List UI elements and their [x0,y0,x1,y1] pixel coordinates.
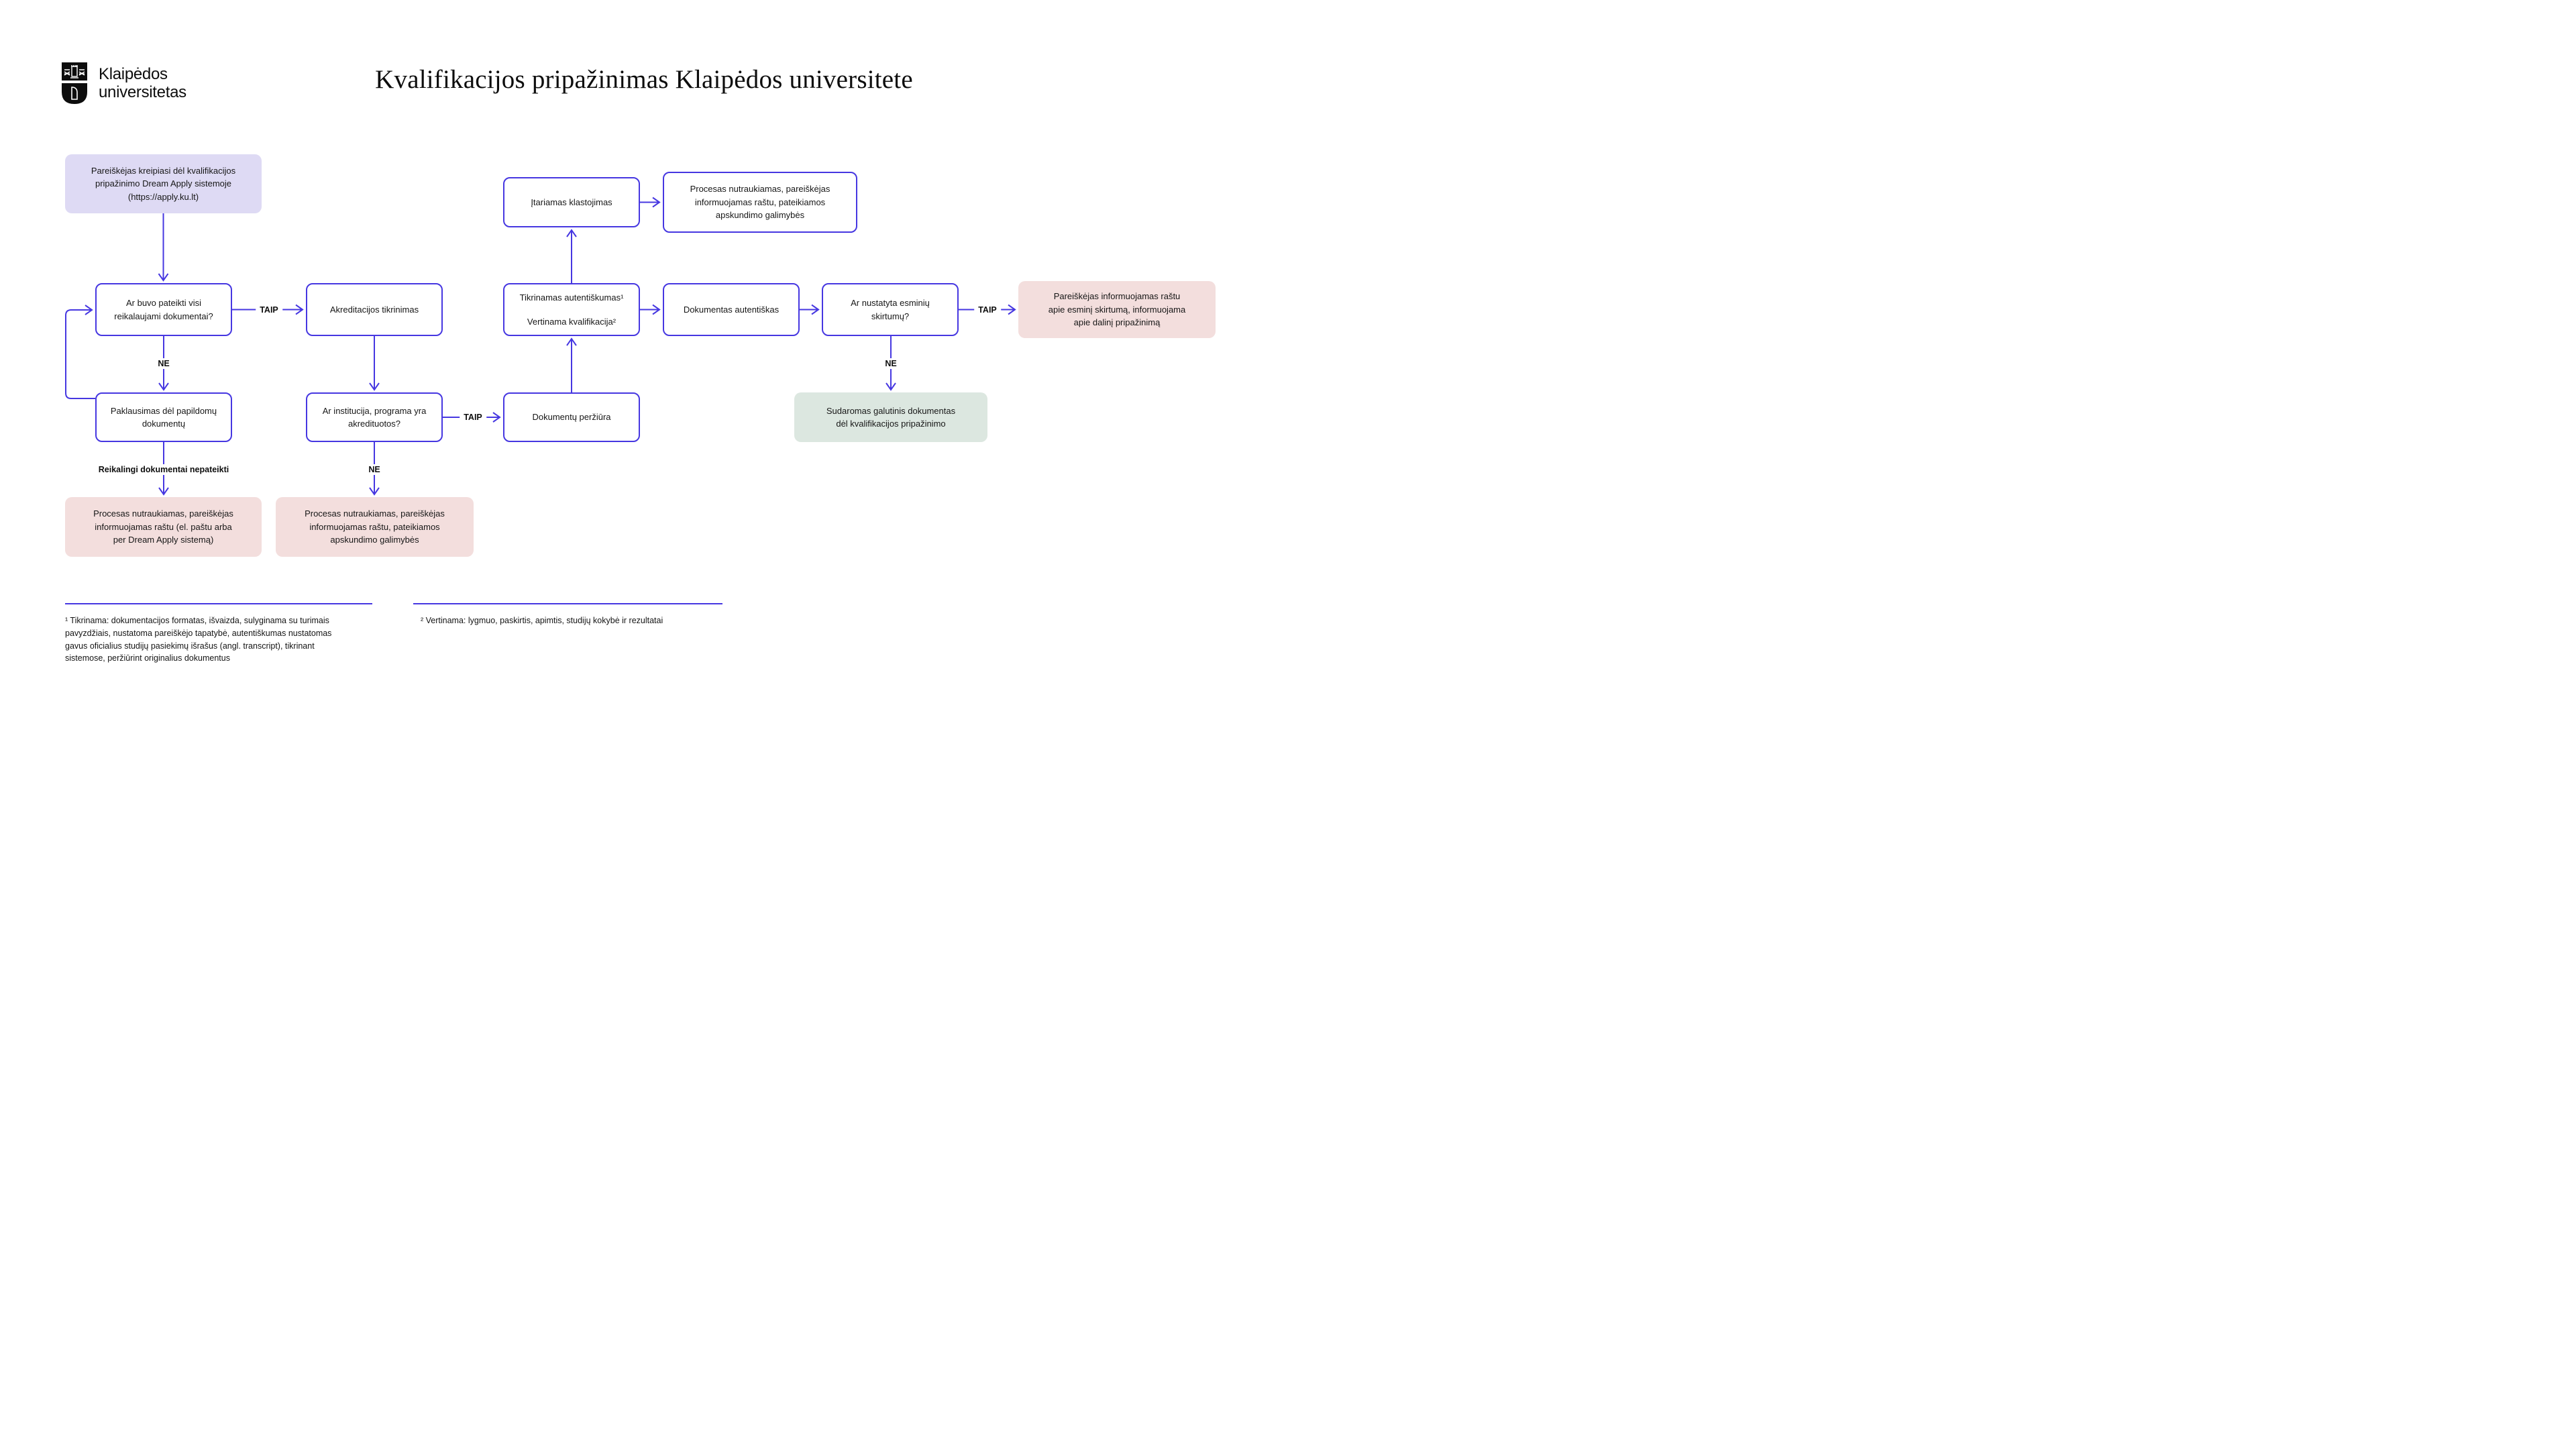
node-partial-recognition [1018,281,1216,338]
diagram-canvas [0,0,1288,724]
node-forgery-suspected [503,177,640,227]
node-accreditation [306,283,443,336]
edge-label-ne-differences: NE [881,358,900,369]
node-text: dokumentų [142,419,186,429]
node-text: (https://apply.ku.lt) [127,191,199,202]
edge-label-taip-documents: TAIP [256,305,282,315]
node-text: Įtariamas klastojimas [531,197,612,207]
node-text: skirtumų? [871,311,910,321]
node-text: Dokumentas autentiškas [683,304,780,315]
node-text: informuojamas raštu (el. paštu arba [95,521,232,532]
node-q-accredited [306,392,443,442]
node-text: Procesas nutraukiamas, pareiškėjas [305,508,445,519]
node-text: akredituotos? [347,419,401,429]
node-text: apie dalinį pripažinimą [1073,317,1161,328]
node-doc-review [503,392,640,442]
edge-label-taip-differences: TAIP [974,305,1001,315]
footnote-1: ¹ Tikrinama: dokumentacijos formatas, išvaizda, sulyginama su turimais pavyzdžiais, nustatoma pareiškėjo tapatybė, autentiškumas nustatomas gavus oficialius studijų pasiekimų išrašus (angl. transcript), tikrinant sistemose, peržiūrint originalius dokumentus [65,616,332,663]
node-text: Procesas nutraukiamas, pareiškėjas [93,508,233,519]
node-process-stopped-email [65,497,262,557]
node-text: Tikrinamas autentiškumas¹ [519,292,624,303]
node-text: Ar buvo pateikti visi [126,298,201,308]
edge-label-ne-accredited: NE [364,464,384,475]
node-text: Procesas nutraukiamas, pareiškėjas [690,184,830,195]
node-text: Dokumentų peržiūra [532,412,611,423]
node-start [65,154,262,213]
edge-label-taip-accredited: TAIP [460,412,486,423]
edge-label-docs-not-provided: Reikalingi dokumentai nepateikti [95,464,233,475]
edge-label-ne-documents: NE [154,358,173,369]
node-text: Pareiškėjas informuojamas raštu [1053,291,1181,302]
node-text: apskundimo galimybės [715,210,805,221]
footnote-divider-left [65,603,372,604]
node-text: dėl kvalifikacijos pripažinimo [836,419,946,429]
node-request-additional-docs [95,392,232,442]
edge-request-loop-to-qdocuments [66,310,95,398]
node-final-document [794,392,987,442]
node-text: pripažinimo Dream Apply sistemoje [95,178,232,189]
node-text: apie esminį skirtumą, informuojama [1048,304,1186,315]
node-text: Sudaromas galutinis dokumentas [826,405,956,416]
node-authenticity [503,283,640,336]
node-text: apskundimo galimybės [330,535,419,545]
node-process-stopped-appeal-bottom [276,497,474,557]
node-text: reikalaujami dokumentai? [114,311,213,321]
footnote-2: ² Vertinama: lygmuo, paskirtis, apimtis, studijų kokybė ir rezultatai [421,616,663,625]
node-q-differences [822,283,959,336]
node-text: Ar institucija, programa yra [322,405,427,416]
node-text: informuojamas raštu, pateikiamos [694,197,826,207]
node-process-stopped-appeal-top [663,172,857,233]
node-q-documents [95,283,232,336]
node-text: per Dream Apply sistemą) [113,535,214,545]
logo-line1: Klaipėdos [99,65,168,83]
node-text: Akreditacijos tikrinimas [329,304,419,315]
node-text: informuojamas raštu, pateikiamos [309,521,440,532]
node-text: Ar nustatyta esminių [851,298,930,308]
node-text: Vertinama kvalifikacija² [527,317,616,327]
logo-line2: universitetas [99,83,186,102]
page-title: Kvalifikacijos pripažinimas Klaipėdos universitete [375,65,913,94]
node-text: Paklausimas dėl papildomų [110,405,217,416]
node-doc-authentic [663,283,800,336]
footnote-divider-right [413,603,722,604]
node-text: Pareiškėjas kreipiasi dėl kvalifikacijos [91,165,236,176]
